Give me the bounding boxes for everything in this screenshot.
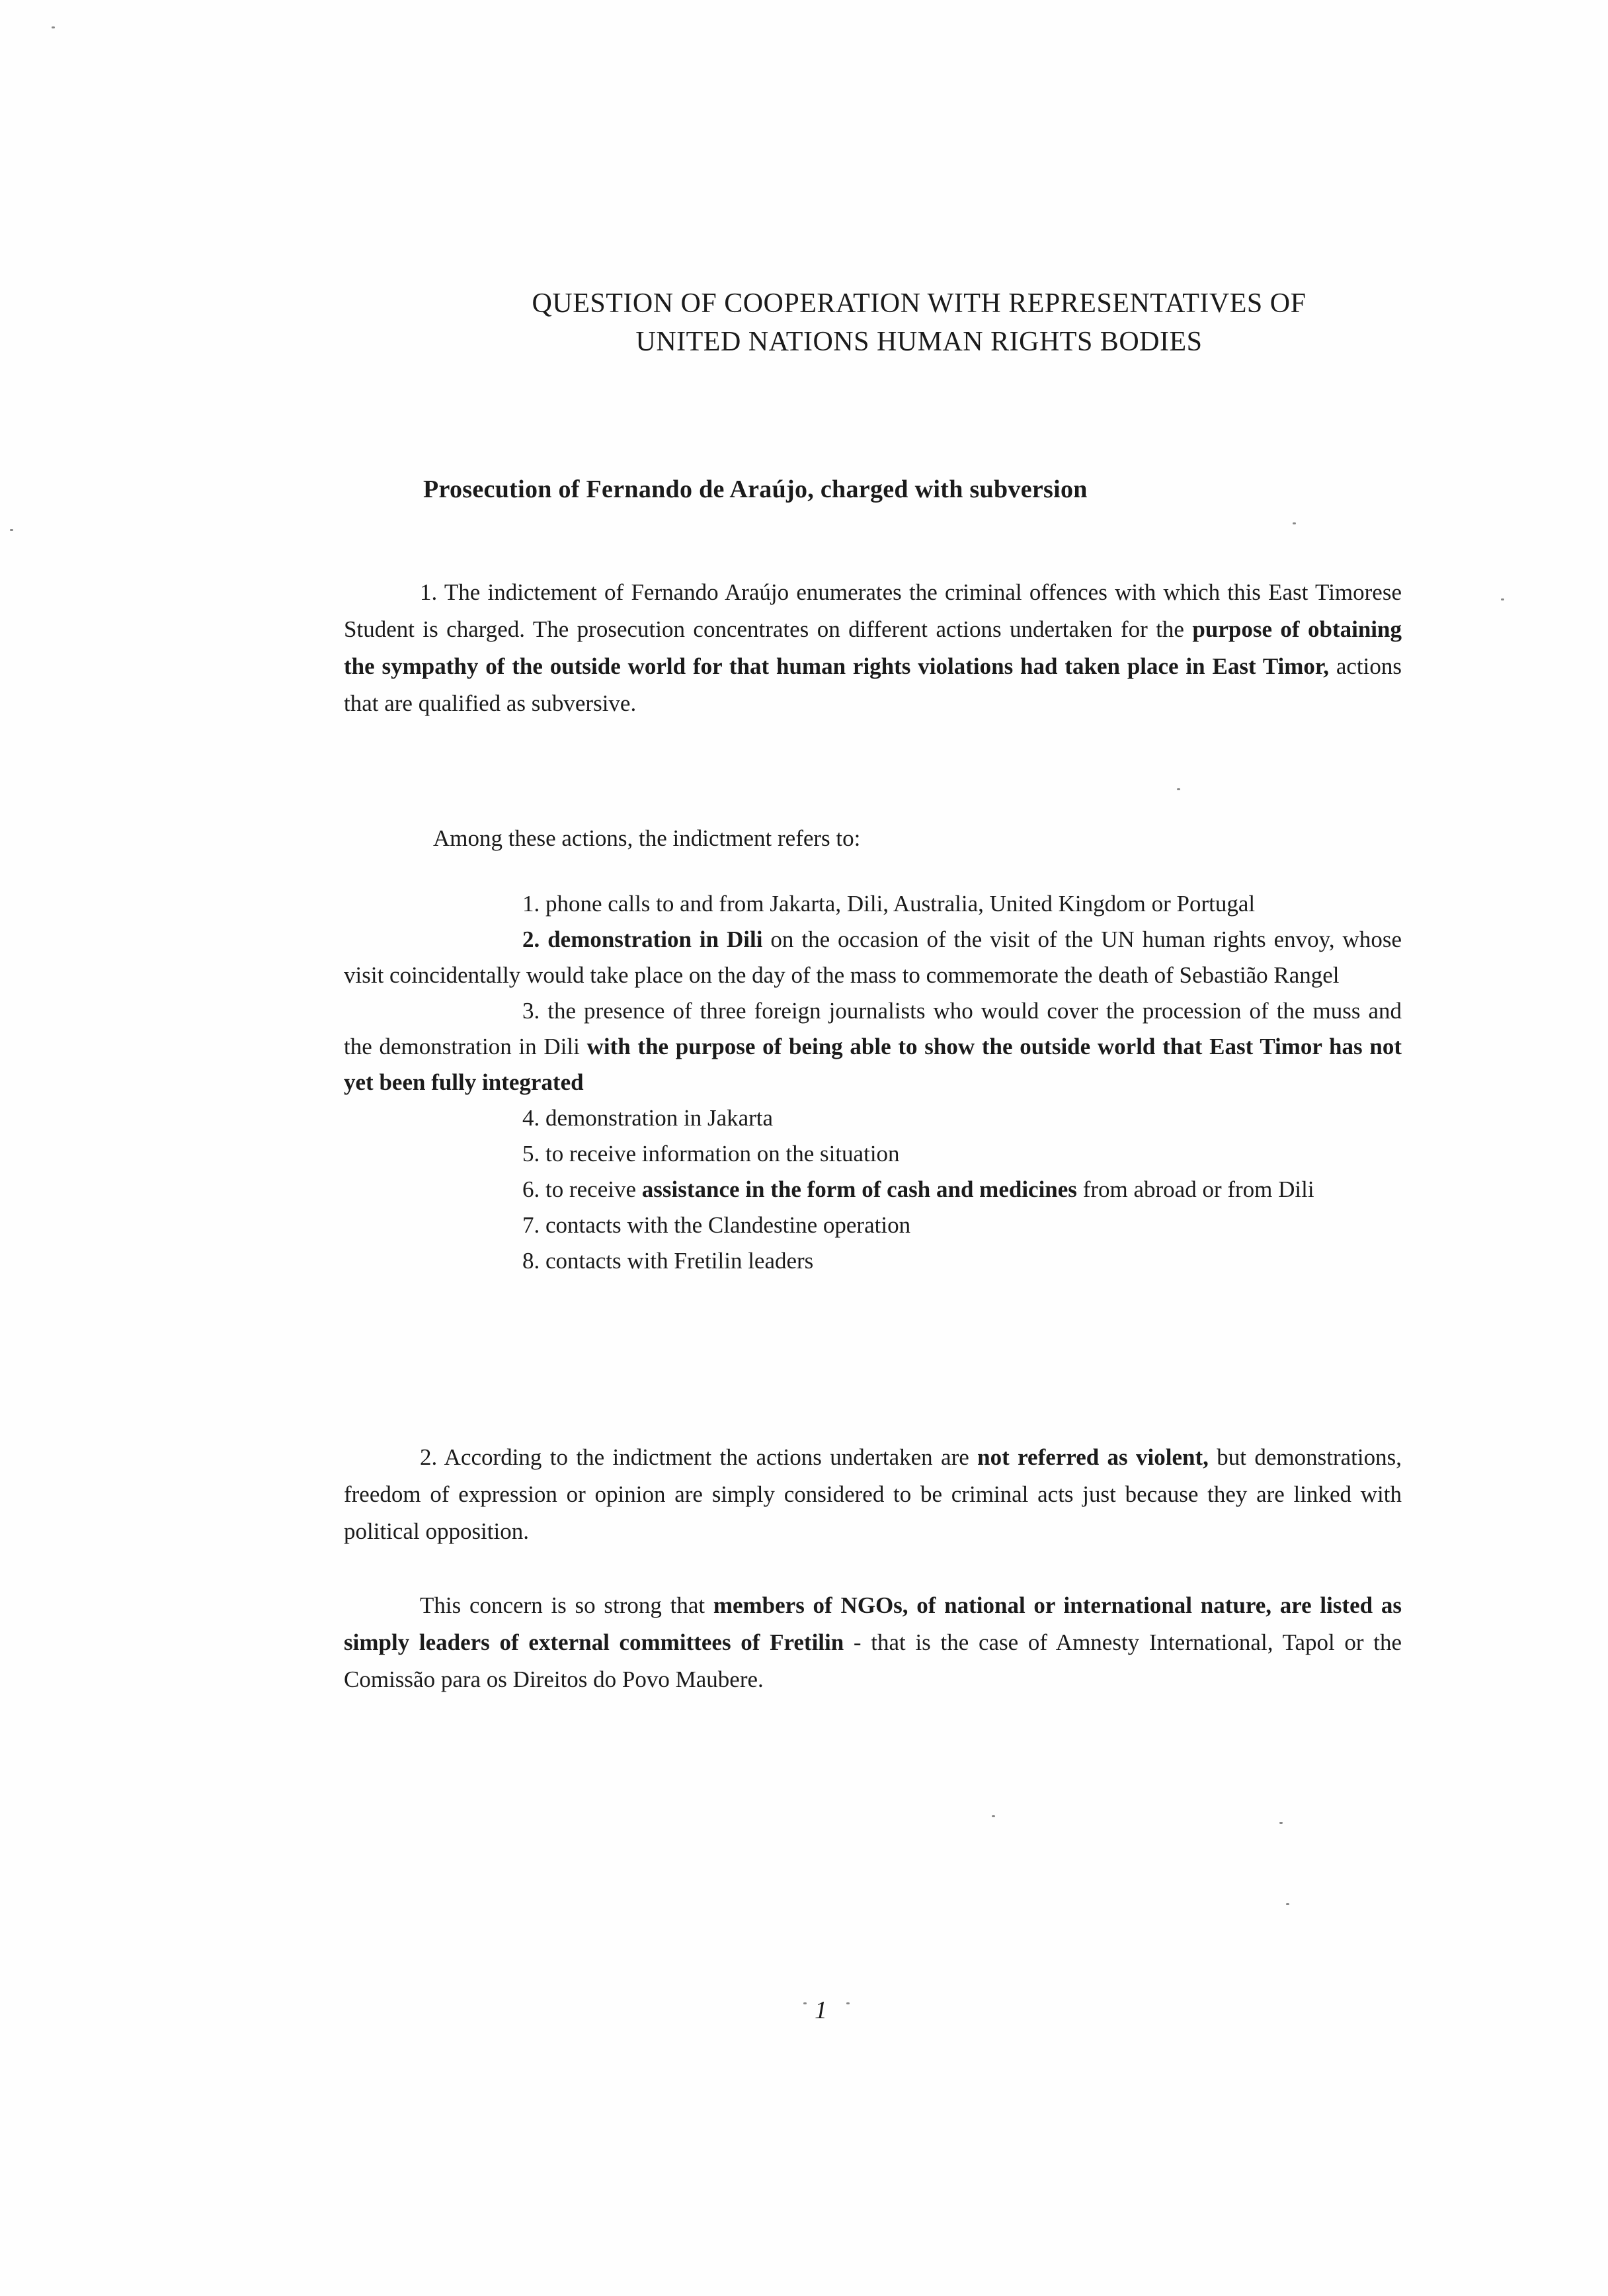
list-item-1-text: 1. phone calls to and from Jakarta, Dili, Australia, United Kingdom or Portugal (522, 891, 1256, 917)
paragraph-1-text (344, 574, 1402, 722)
scan-speck (803, 2002, 807, 2004)
scan-speck (10, 529, 13, 531)
scan-speck (992, 1815, 995, 1817)
actions-lead-in: Among these actions, the indictment refers to: (433, 825, 861, 851)
list-item-2-text: on the occasion of the visit of the UN human rights envoy, whose visit coincidentally would take place on the day of the mass to commemorate the death of Sebastião Rangel (344, 926, 1402, 988)
list-item-2-emphasis: 2. demonstration in Dili (522, 926, 763, 952)
actions-list (344, 886, 1402, 1279)
scan-speck (846, 2002, 850, 2004)
paragraph-2-end: but demonstrations, freedom of expression or opinion are simply considered to be criminal acts just because they are linked with political opposition. (344, 1444, 1402, 1544)
list-item (344, 886, 1402, 922)
list-item (344, 922, 1402, 993)
paragraph-1-intro: 1. The indictement of Fernando Araújo enumerates the criminal offences with which this East Timorese Student is charged. The prosecution concentrates on different actions undertaken for the (344, 579, 1402, 642)
list-item-5-text: 5. to receive information on the situation (522, 1141, 900, 1167)
list-item (522, 1208, 1402, 1243)
list-item-6-emphasis: assistance in the form of cash and medicines (641, 1176, 1077, 1202)
scan-speck (1286, 1903, 1289, 1905)
paragraph-2-start: 2. According to the indictment the actions undertaken are (420, 1444, 978, 1470)
paragraph-1-emphasis: purpose of obtaining the sympathy of the outside world for that human rights violations had taken place in East Timor, (344, 616, 1402, 679)
list-item-4-text: 4. demonstration in Jakarta (522, 1105, 774, 1131)
paragraph-2-emphasis: not referred as violent, (977, 1444, 1209, 1470)
paragraph-1 (344, 574, 1402, 722)
section-subtitle: Prosecution of Fernando de Araújo, charged with subversion (423, 475, 1088, 503)
list-item (344, 1172, 1402, 1208)
scan-speck (52, 26, 55, 28)
list-item-8-text: 8. contacts with Fretilin leaders (522, 1248, 814, 1274)
list-item-6-start: 6. to receive (522, 1176, 642, 1202)
scan-speck (1279, 1822, 1283, 1824)
list-item-7-text: 7. contacts with the Clandestine operation (522, 1212, 911, 1238)
title-line-1: QUESTION OF COOPERATION WITH REPRESENTATIVES OF (532, 288, 1306, 319)
title-line-2: UNITED NATIONS HUMAN RIGHTS BODIES (635, 327, 1203, 357)
list-item (344, 993, 1402, 1100)
scan-speck (1177, 788, 1180, 790)
document-title (456, 284, 1382, 361)
scan-speck (1501, 598, 1504, 600)
list-item-6-end: from abroad or from Dili (1076, 1176, 1314, 1202)
list-item-3-emphasis: with the purpose of being able to show the outside world that East Timor has not yet been fully integrated (344, 1034, 1402, 1095)
list-item (522, 1100, 1402, 1136)
paragraph-3 (344, 1587, 1402, 1698)
scan-speck (1293, 522, 1296, 524)
paragraph-3-text (344, 1587, 1402, 1698)
list-item-3-text: 3. the presence of three foreign journalists who would cover the procession of the muss and the demonstration in Dili (344, 998, 1402, 1059)
paragraph-1-end: actions that are qualified as subversive. (344, 653, 1402, 716)
paragraph-2-text (344, 1439, 1402, 1550)
list-item (522, 1243, 1402, 1279)
paragraph-3-emphasis: members of NGOs, of national or international nature, are listed as simply leaders of external committees of Fretilin (344, 1592, 1402, 1655)
paragraph-2 (344, 1439, 1402, 1550)
page-number: 1 (815, 1996, 827, 2024)
paragraph-3-start: This concern is so strong that (420, 1592, 713, 1618)
paragraph-3-end: - that is the case of Amnesty International, Tapol or the Comissão para os Direitos do Povo Maubere. (344, 1629, 1402, 1692)
list-item (522, 1136, 1402, 1172)
